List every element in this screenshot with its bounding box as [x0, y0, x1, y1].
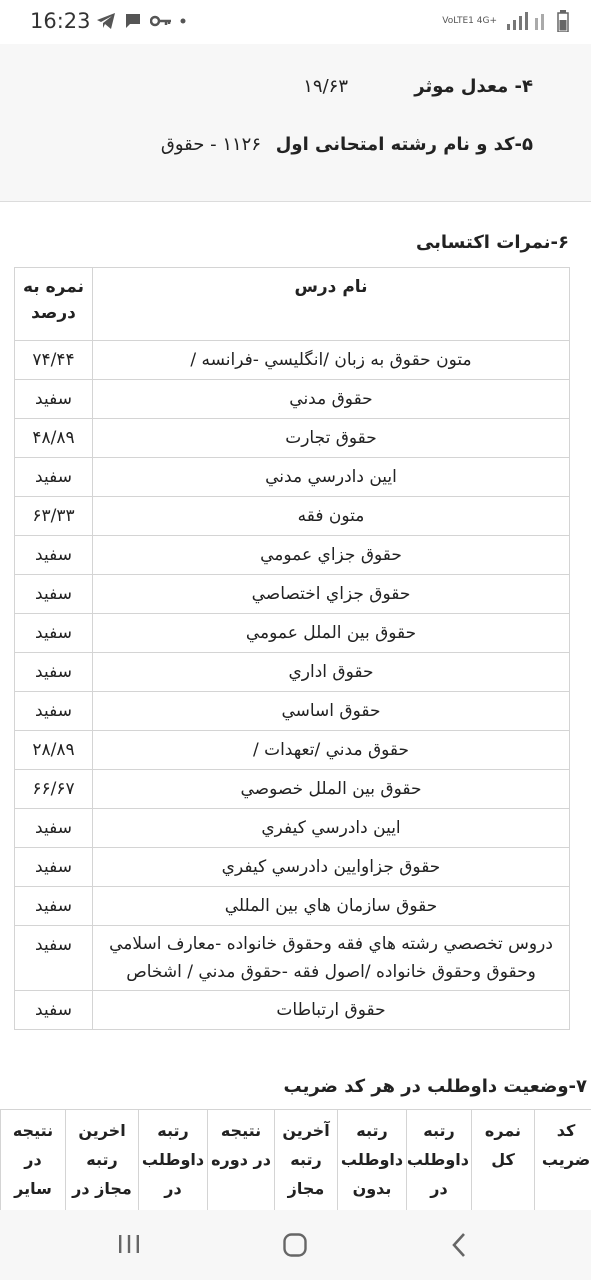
- percent-header: نمره به درصد: [15, 268, 93, 341]
- gpa-value: ۱۹/۶۳: [303, 76, 348, 97]
- course-score: ۶۶/۶۷: [15, 770, 93, 809]
- course-name: حقوق بين الملل عمومي: [93, 614, 570, 653]
- table-row: [15, 692, 570, 731]
- course-name: حقوق تجارت: [93, 419, 570, 458]
- table-row: [15, 848, 570, 887]
- status-header: رتبه داوطلب در: [407, 1110, 472, 1239]
- field-row: [160, 134, 533, 155]
- course-name: ايين دادرسي مدني: [93, 458, 570, 497]
- table-row: [15, 653, 570, 692]
- course-score: سفيد: [15, 458, 93, 497]
- network-label: VoLTE1 4G+: [442, 16, 497, 26]
- table-row: [15, 991, 570, 1030]
- table-row: [15, 887, 570, 926]
- table-row: [15, 770, 570, 809]
- course-name: دروس تخصصي رشته هاي فقه وحقوق خانواده -معارف اسلامي وحقوق وحقوق خانواده /اصول فقه -حقوق مدني / اشخاص: [93, 926, 570, 991]
- back-icon[interactable]: [450, 1232, 468, 1258]
- course-score: ۷۴/۴۴: [15, 341, 93, 380]
- table-row: [15, 575, 570, 614]
- table-row: [15, 458, 570, 497]
- clock: 16:23: [30, 9, 91, 33]
- course-score: سفيد: [15, 887, 93, 926]
- field-value: ۱۱۲۶ - حقوق: [160, 134, 261, 155]
- navigation-bar: [0, 1210, 591, 1280]
- course-score: سفيد: [15, 692, 93, 731]
- course-name: حقوق اساسي: [93, 692, 570, 731]
- course-name: حقوق جزاي عمومي: [93, 536, 570, 575]
- message-icon: [124, 12, 142, 30]
- status-title: ۷-وضعيت داوطلب در هر کد ضريب: [283, 1076, 587, 1097]
- course-name: حقوق سازمان هاي بين المللي: [93, 887, 570, 926]
- course-score: ۴۸/۸۹: [15, 419, 93, 458]
- course-name: حقوق مدني /تعهدات /: [93, 731, 570, 770]
- status-header: آخرین رتبه مجاز: [275, 1110, 338, 1239]
- course-score: سفيد: [15, 536, 93, 575]
- course-score: ۲۸/۸۹: [15, 731, 93, 770]
- telegram-icon: [96, 12, 116, 30]
- field-label: ۵-کد و نام رشته امتحانی اول: [275, 134, 533, 155]
- course-name: حقوق جزاوايين دادرسي كيفري: [93, 848, 570, 887]
- dot-icon: [180, 18, 186, 24]
- table-row: [15, 731, 570, 770]
- status-header: اخرین رتبه مجاز در: [66, 1110, 139, 1239]
- status-bar: [0, 0, 591, 44]
- status-header: نتیجه در سایر: [1, 1110, 66, 1239]
- gpa-label: ۴- معدل موثر: [414, 76, 533, 97]
- course-score: سفيد: [15, 380, 93, 419]
- table-row: [15, 809, 570, 848]
- table-row: [15, 419, 570, 458]
- course-score: سفيد: [15, 848, 93, 887]
- gpa-row: [303, 76, 533, 97]
- course-name: حقوق بين الملل خصوصي: [93, 770, 570, 809]
- key-icon: [150, 14, 172, 28]
- course-name: متون فقه: [93, 497, 570, 536]
- recent-apps-icon[interactable]: [117, 1233, 141, 1255]
- grades-title: ۶-نمرات اکتسابی: [415, 232, 569, 253]
- course-score: سفيد: [15, 575, 93, 614]
- grades-header-row: [15, 268, 570, 341]
- table-row: [15, 926, 570, 991]
- course-score: سفيد: [15, 991, 93, 1030]
- status-header: نمره کل: [472, 1110, 535, 1239]
- course-name: حقوق ارتباطات: [93, 991, 570, 1030]
- status-header: کد ضریب: [535, 1110, 591, 1239]
- table-row: [15, 614, 570, 653]
- status-header: رتبه داوطلب در: [139, 1110, 208, 1239]
- home-icon[interactable]: [282, 1232, 308, 1258]
- signal-icon: [505, 12, 549, 30]
- course-score: سفيد: [15, 614, 93, 653]
- course-header: نام درس: [93, 268, 570, 341]
- course-score: سفيد: [15, 926, 93, 991]
- table-row: [15, 380, 570, 419]
- status-header: نتیجه در دوره: [208, 1110, 275, 1239]
- summary-panel: [0, 44, 591, 202]
- course-score: ۶۳/۳۳: [15, 497, 93, 536]
- course-score: سفيد: [15, 809, 93, 848]
- course-name: حقوق جزاي اختصاصي: [93, 575, 570, 614]
- course-name: متون حقوق به زبان /انگليسي -فرانسه /: [93, 341, 570, 380]
- course-name: ايين دادرسي كيفري: [93, 809, 570, 848]
- table-row: [15, 536, 570, 575]
- course-name: حقوق اداري: [93, 653, 570, 692]
- status-header: رتبه داوطلب بدون: [338, 1110, 407, 1239]
- table-row: [15, 497, 570, 536]
- table-row: [15, 341, 570, 380]
- course-score: سفيد: [15, 653, 93, 692]
- course-name: حقوق مدني: [93, 380, 570, 419]
- grades-table: [14, 267, 570, 1030]
- battery-icon: [557, 10, 569, 32]
